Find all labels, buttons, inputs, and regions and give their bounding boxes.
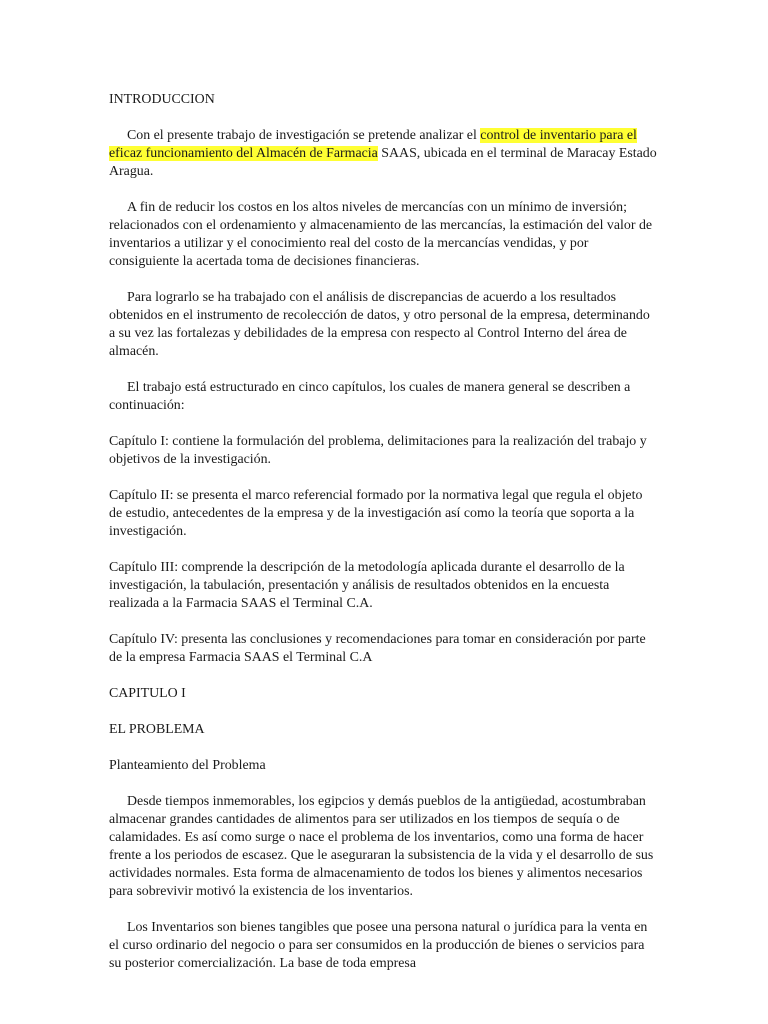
chapter-2-summary: Capítulo II: se presenta el marco referencial formado por la normativa legal que regula el objeto de estudio, antecedentes de la empresa y de la investigación así como la teoría que soporta a la investigación. [109,488,643,539]
chapter-1-summary: Capítulo I: contiene la formulación del problema, delimitaciones para la realización del trabajo y objetivos de la investigación. [109,434,647,467]
body-paragraph-1: Desde tiempos inmemorables, los egipcios y demás pueblos de la antigüedad, acostumbraban almacenar grandes cantidades de alimentos para ser utilizados en los tiempos de sequía o de calamidades. Es así como surge o nace el problema de los inventarios, como una forma de hacer frente a los periodos de escasez. Que le aseguraran la subsistencia de la vida y el desarrollo de sus actividades normales. Esta forma de almacenamiento de todos los bienes y alimentos necesarios para sobrevivir motivó la existencia de los inventarios. [109,794,654,899]
body-paragraph-2: Los Inventarios son bienes tangibles que posee una persona natural o jurídica para la venta en el curso ordinario del negocio o para ser consumidos en la producción de bienes o servicios para su posterior comercialización. La base de toda empresa [109,920,648,971]
chapter-3-summary: Capítulo III: comprende la descripción de la metodología aplicada durante el desarrollo de la investigación, la tabulación, presentación y análisis de resultados obtenidos en la encuesta realizada a la Farmacia SAAS el Terminal C.A. [109,560,625,611]
intro-paragraph-4: El trabajo está estructurado en cinco capítulos, los cuales de manera general se describen a continuación: [109,380,631,413]
chapter-heading: CAPITULO I [109,686,186,701]
intro-paragraph-1 [109,127,657,181]
intro-paragraph-3: Para lograrlo se ha trabajado con el análisis de discrepancias de acuerdo a los resultados obtenidos en el instrumento de recolección de datos, y otro personal de la empresa, determinando a su vez las fortalezas y debilidades de la empresa con respecto al Control Interno del área de almacén. [109,290,650,359]
highlighted-text: control de inventario para el eficaz funcionamiento del Almacén de Farmacia [109,128,637,161]
intro-paragraph-2: A fin de reducir los costos en los altos niveles de mercancías con un mínimo de inversión; relacionados con el ordenamiento y almacenamiento de las mercancías, la estimación del valor de inventarios a utilizar y el conocimiento real del costo de la mercancías vendidas, y por consiguiente la acertada toma de decisiones financieras. [109,200,653,269]
intro-p1-after: SAAS, ubicada en el terminal de Maracay Estado Aragua. [109,146,657,179]
problem-heading: EL PROBLEMA [109,722,205,737]
intro-heading: INTRODUCCION [109,92,215,107]
intro-p1-before: Con el presente trabajo de investigación se pretende analizar el [127,128,481,143]
problem-subheading: Planteamiento del Problema [109,758,266,773]
document-body [109,91,657,991]
chapter-4-summary: Capítulo IV: presenta las conclusiones y recomendaciones para tomar en consideración por parte de la empresa Farmacia SAAS el Terminal C.A [109,632,646,665]
